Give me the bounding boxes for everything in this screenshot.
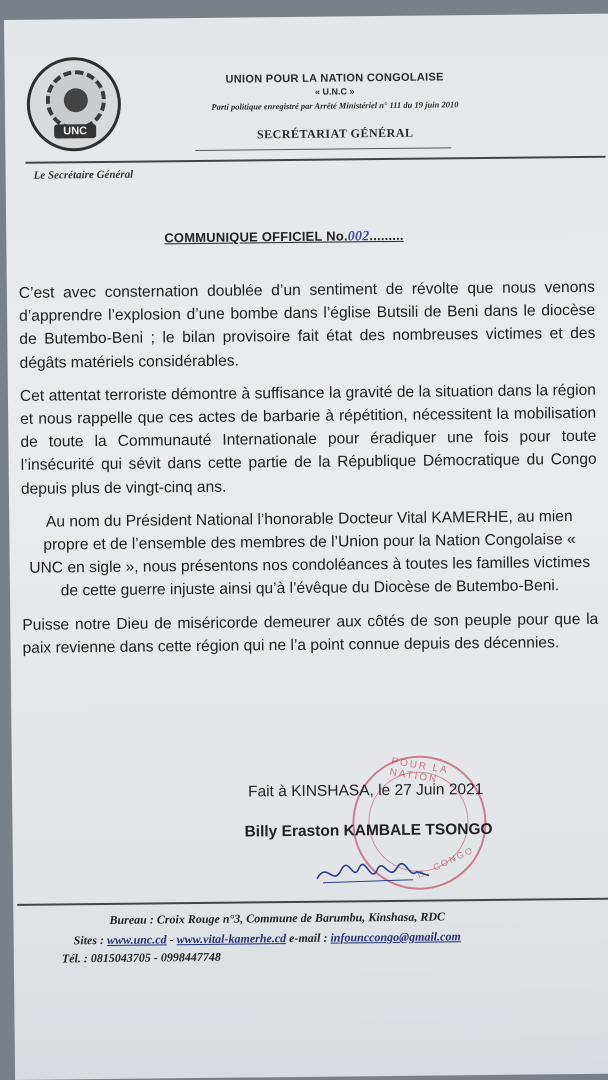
email-link[interactable]: infounccongo@gmail.com [330,929,461,945]
org-name: UNION POUR LA NATION CONGOLAISE [225,71,444,86]
unc-logo [26,57,121,152]
footer-tel: Tél. : 0815043705 - 0998447748 [61,949,221,966]
header-divider [25,156,605,164]
footer-divider [17,898,608,906]
paragraph-1: C’est avec consternation doublée d’un sentiment de révolte que nous venons d’apprendre l’explosion d’une bombe dans l’église Butsili de Beni dans le diocèse de Butembo-Beni ; le bilan provisoire fait état des nombreuses victimes et des dégâts matériels considérables. [18,278,596,372]
paragraph-3: Au nom du Président National l’honorable Docteur Vital KAMERHE, au mien propre et de l’ensemble des membres de l’Union pour la Nation Congolaise « UNC en sigle », nous présentons nos condoléances à toutes les familles victimes de cette guerre injuste ainsi qu’à l’évêque du Diocèse de Butembo-Beni. [29,507,591,600]
sender-line: Le Secrétaire Général [33,168,134,182]
place-date: Fait à KINSHASA, le 27 Juin 2021 [248,781,484,801]
registration-line: Parti politique enregistré par Arrêté Ministériel n° 111 du 19 juin 2010 [211,99,459,112]
tel-numbers: 0815043705 - 0998447748 [90,949,221,966]
paragraph-2: Cet attentat terroriste démontre à suffisance la gravité de la situation dans la région et nous rappelle que ces actes de barbarie à répétition, nécessitent la mobilisation de toute la Communauté Internationale pour éradiquer une fois pour toute l’insécurité qui sévit dans cette partie de la République Démocratique du Congo depuis plus de vingt-cinq ans. [19,381,597,498]
footer-bureau: Bureau : Croix Rouge n°3, Commune de Barumbu, Kinshasa, RDC [109,909,446,927]
communique-title: COMMUNIQUE OFFICIEL No.002......... [164,227,404,246]
footer-sites: Sites : www.unc.cd - www.vital-kamerhe.cd e-mail : infounccongo@gmail.com [73,929,461,948]
stamp-bottom-text: D. CONGO [415,844,476,881]
header-underline [195,147,451,151]
site-link-kamerhe[interactable]: www.vital-kamerhe.cd [176,931,287,947]
signature-scribble [313,856,433,891]
paragraph-4: Puisse notre Dieu de miséricorde demeurer aux côtés de son peuple pour que la paix revienne dans cette région qui ne l’a point connue depuis des décennies. [22,610,599,657]
document-page [4,14,608,1080]
stamp-top-text: POUR LA NATION [388,755,449,786]
communique-body [19,276,599,670]
org-abbr: « U.N.C » [314,86,355,97]
signer-name: Billy Eraston KAMBALE TSONGO [244,820,493,841]
secretariat-heading: SECRÉTARIAT GÉNÉRAL [256,125,414,142]
communique-number: 002 [347,229,370,245]
logo-acronym: UNC [54,124,96,138]
site-link-unc[interactable]: www.unc.cd [106,932,167,947]
